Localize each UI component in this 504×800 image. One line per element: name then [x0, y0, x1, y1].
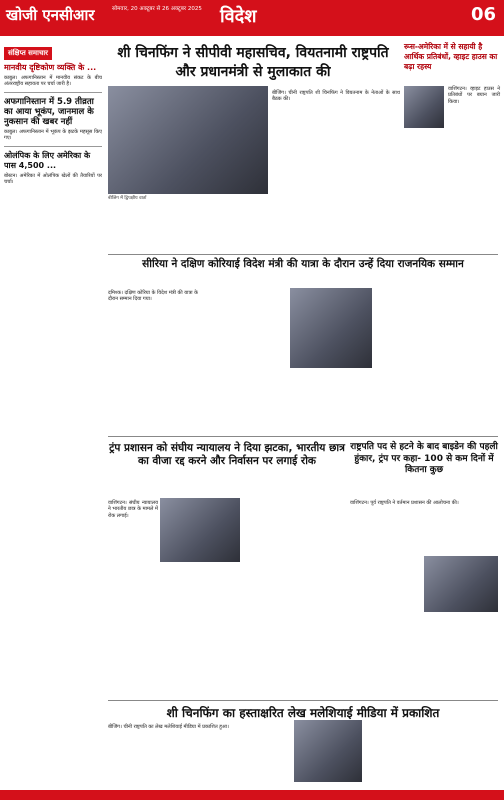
section-title: विदेश [220, 6, 257, 27]
right-story-headline: रूस-अमेरिका में से सहायी है आर्थिक प्रतिबंधों, व्हाइट हाउस का बढ़ा रहस्य [404, 42, 498, 71]
brief-text-1: काबुल। अफगानिस्तान में मानवीय संकट के बीच अंतरराष्ट्रीय सहायता पर चर्चा जारी है। [4, 75, 102, 88]
brief-box-title: संक्षिप्त समाचार [4, 47, 52, 60]
right-story-photo [404, 86, 444, 128]
bottom-headline: शी चिनफिंग का हस्ताक्षरित लेख मलेशियाई मीडिया में प्रकाशित [166, 706, 440, 720]
right-story-text: वाशिंगटन। व्हाइट हाउस ने प्रतिबंधों पर बयान जारी किया। [448, 86, 500, 105]
syria-text: दमिश्क। दक्षिण कोरिया के विदेश मंत्री की यात्रा के दौरान सम्मान दिया गया। [108, 290, 198, 303]
trump-text: वाशिंगटन। संघीय न्यायालय ने भारतीय छात्र के मामले में रोक लगाई। [108, 500, 158, 519]
dateline: सोमवार, 20 अक्टूबर से 26 अक्टूबर 2025 [112, 6, 202, 12]
footer-bar [0, 790, 504, 800]
trump-headline: ट्रंप प्रशासन को संघीय न्यायालय ने दिया झटका, भारतीय छात्र का वीजा रद्द करने और निर्वासन पर लगाई रोक [109, 442, 345, 467]
biden-photo [424, 556, 498, 612]
lead-photo-caption: बीजिंग में द्विपक्षीय वार्ता [108, 196, 147, 201]
masthead [0, 0, 504, 36]
divider [4, 92, 102, 93]
syria-headline: सीरिया ने दक्षिण कोरियाई विदेश मंत्री की यात्रा के दौरान उन्हें दिया राजनयिक सम्मान [142, 258, 464, 270]
biden-text: वाशिंगटन। पूर्व राष्ट्रपति ने वर्तमान प्रशासन की आलोचना की। [350, 500, 459, 506]
lead-photo [108, 86, 268, 194]
lead-text: बीजिंग। चीनी राष्ट्रपति शी चिनफिंग ने वियतनाम के नेताओं के साथ बैठक की। [272, 90, 400, 103]
lead-headline: शी चिनफिंग ने सीपीवी महासचिव, वियतनामी राष्ट्रपति और प्रधानमंत्री से मुलाकात की [117, 45, 389, 80]
brief-headline-1: मानवीय दृष्टिकोण व्यक्ति के ... [4, 63, 97, 72]
divider [108, 254, 498, 255]
left-column [4, 40, 102, 748]
divider [4, 146, 102, 147]
brief-text-2: काबुल। अफगानिस्तान में भूकंप के झटके महसूस किए गए। [4, 128, 102, 142]
syria-photo [290, 288, 372, 368]
bottom-text: बीजिंग। चीनी राष्ट्रपति का लेख मलेशियाई मीडिया में प्रकाशित हुआ। [108, 724, 229, 730]
brief-headline-3: ओलंपिक के लिए अमेरिका के पास 4,500 ... [4, 150, 91, 170]
divider [108, 436, 498, 437]
bottom-photo [294, 720, 362, 782]
page-number: 06 [470, 4, 496, 25]
brief-text-3: बोस्टन। अमेरिका में ओलंपिक खेलों की तैयारियों पर चर्चा। [4, 172, 102, 186]
divider [108, 700, 498, 701]
biden-headline: राष्ट्रपति पद से हटने के बाद बाइडेन की पहली हुंकार, ट्रंप पर कहा- 100 से कम दिनों में कितना कुछ [350, 442, 498, 475]
brief-headline-2: अफगानिस्तान में 5.9 तीव्रता का आया भूकंप, जानमाल के नुकसान की खबर नहीं [4, 96, 94, 127]
trump-photo [160, 498, 240, 562]
brand-name: खोजी एनसीआर [6, 6, 95, 24]
